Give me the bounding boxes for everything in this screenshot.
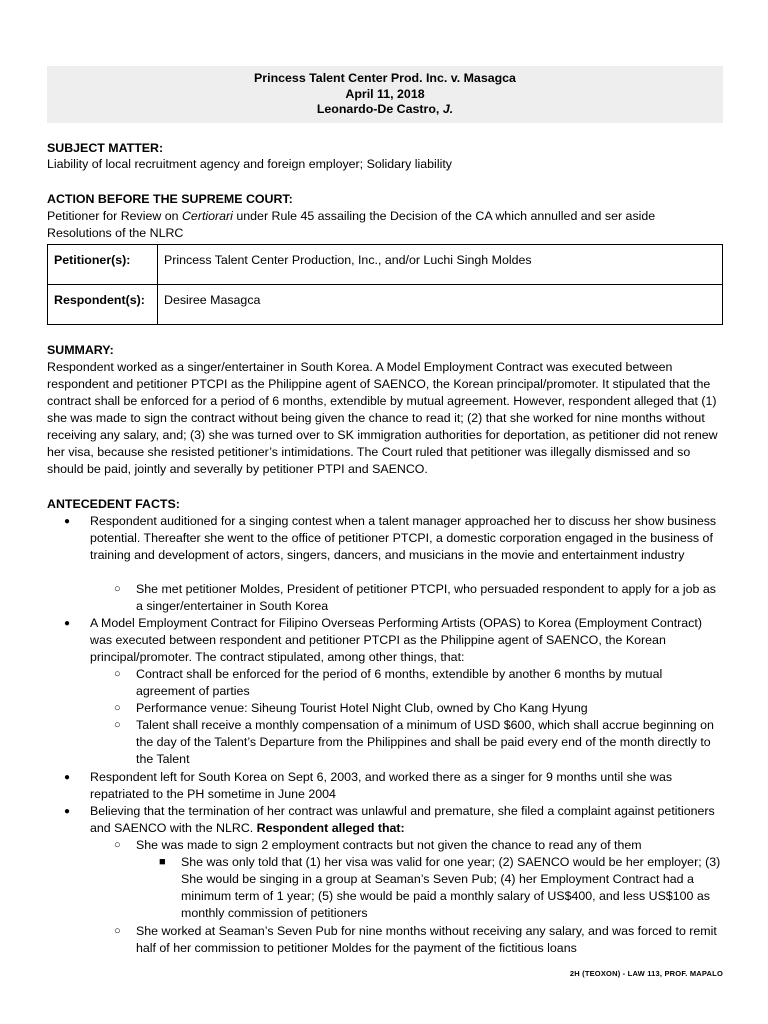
action-text: Petitioner for Review on Certiorari under Rule 45 assailing the Decision of the CA which annulled and ser aside Resolutions of the NLRC [47,209,656,240]
respondent-value: Desiree Masagca [158,285,723,325]
list-item: Respondent auditioned for a singing contest when a talent manager approached her to discuss her show business potential. Thereafter she went to the office of petitioner PTCPI, a domestic corporation engaged in the business of training and development of actors, singers, dancers, and musicians in the movie and entertainment industry [90,514,717,562]
respondent-row [48,285,723,325]
case-ponente: Leonardo-De Castro, J. [316,102,454,116]
list-item: She was only told that (1) her visa was valid for one year; (2) SAENCO would be her employer; (3) She would be singing in a group at Seaman’s Seven Pub; (4) her Employment Contract had a minimum term of 1 year; (5) she would be paid a monthly salary of US$400, and less US$100 as monthly commission of petitioners [181,855,721,920]
bullet-icon: ● [64,806,71,817]
petitioner-label: Petitioner(s): [48,245,158,285]
list-item: She was made to sign 2 employment contracts but not given the chance to read any of them [136,838,642,852]
bullet-icon: ○ [114,668,121,680]
bullet-icon: ● [64,618,71,629]
antecedent-heading: ANTECEDENT FACTS: [47,497,180,511]
summary-text: Respondent worked as a singer/entertainer in South Korea. A Model Employment Contract was executed between respondent and petitioner PTCPI as the Philippine agent of SAENCO, the Korean principal/promoter. It stipulated that the contract shall be enforced for a period of 6 months, extendible by mutual agreement. However, respondent alleged that (1) she was made to sign the contract without being given the chance to read it; (2) that she worked for nine months without receiving any salary, and; (3) she was turned over to SK immigration authorities for deportation, as petitioner did not renew her visa, because she resisted petitioner’s intimidations. The Court ruled that petitioner was illegally dismissed and so should be paid, jointly and severally by petitioner PTPI and SAENCO. [47,360,718,476]
list-item: Respondent left for South Korea on Sept 6, 2003, and worked there as a singer for 9 months until she was repatriated to the PH sometime in June 2004 [90,770,673,801]
list-item: Believing that the termination of her contract was unlawful and premature, she filed a complaint against petitioners and SAENCO with the NLRC. Respondent alleged that: [90,804,715,835]
list-item: Performance venue: Siheung Tourist Hotel Night Club, owned by Cho Kang Hyung [136,701,588,715]
respondent-label: Respondent(s): [48,285,158,325]
parties-table [47,244,723,325]
list-item: Contract shall be enforced for the period of 6 months, extendible by another 6 months by mutual agreement of parties [136,667,663,698]
action-heading: ACTION BEFORE THE SUPREME COURT: [47,192,293,206]
summary-heading: SUMMARY: [47,343,114,357]
bullet-icon: ● [64,772,71,783]
bullet-icon: ● [64,516,71,527]
list-item: A Model Employment Contract for Filipino Overseas Performing Artists (OPAS) to Korea (Employment Contract) was executed between respondent and petitioner PTCPI as the Philippine agent of SAENCO, the Korean principal/promoter. The contract stipulated, among other things, that: [90,616,702,664]
bullet-icon: ○ [114,839,121,851]
list-item: She worked at Seaman’s Seven Pub for nine months without receiving any salary, and was forced to remit half of her commission to petitioner Moldes for the payment of the fictitious loans [136,924,717,955]
case-header [47,66,723,123]
bullet-icon: ○ [114,925,121,937]
case-title: Princess Talent Center Prod. Inc. v. Masagca [254,71,516,85]
page-footer: 2H (TEOXON) - LAW 113, PROF. MAPALO [569,969,723,978]
petitioner-value: Princess Talent Center Production, Inc., and/or Luchi Singh Moldes [158,245,723,285]
bullet-icon: ○ [114,702,121,714]
subject-matter-text: Liability of local recruitment agency and foreign employer; Solidary liability [47,157,452,171]
list-item: She met petitioner Moldes, President of petitioner PTCPI, who persuaded respondent to apply for a job as a singer/entertainer in South Korea [136,582,716,613]
petitioner-row [48,245,723,285]
bullet-icon: ■ [159,856,166,868]
bullet-icon: ○ [114,583,121,595]
subject-matter-heading: SUBJECT MATTER: [47,141,164,155]
bullet-icon: ○ [114,719,121,731]
list-item: Talent shall receive a monthly compensation of a minimum of USD $600, which shall accrue beginning on the day of the Talent’s Departure from the Philippines and shall be paid every end of the month directly to the Talent [136,718,714,766]
case-date: April 11, 2018 [345,86,425,101]
